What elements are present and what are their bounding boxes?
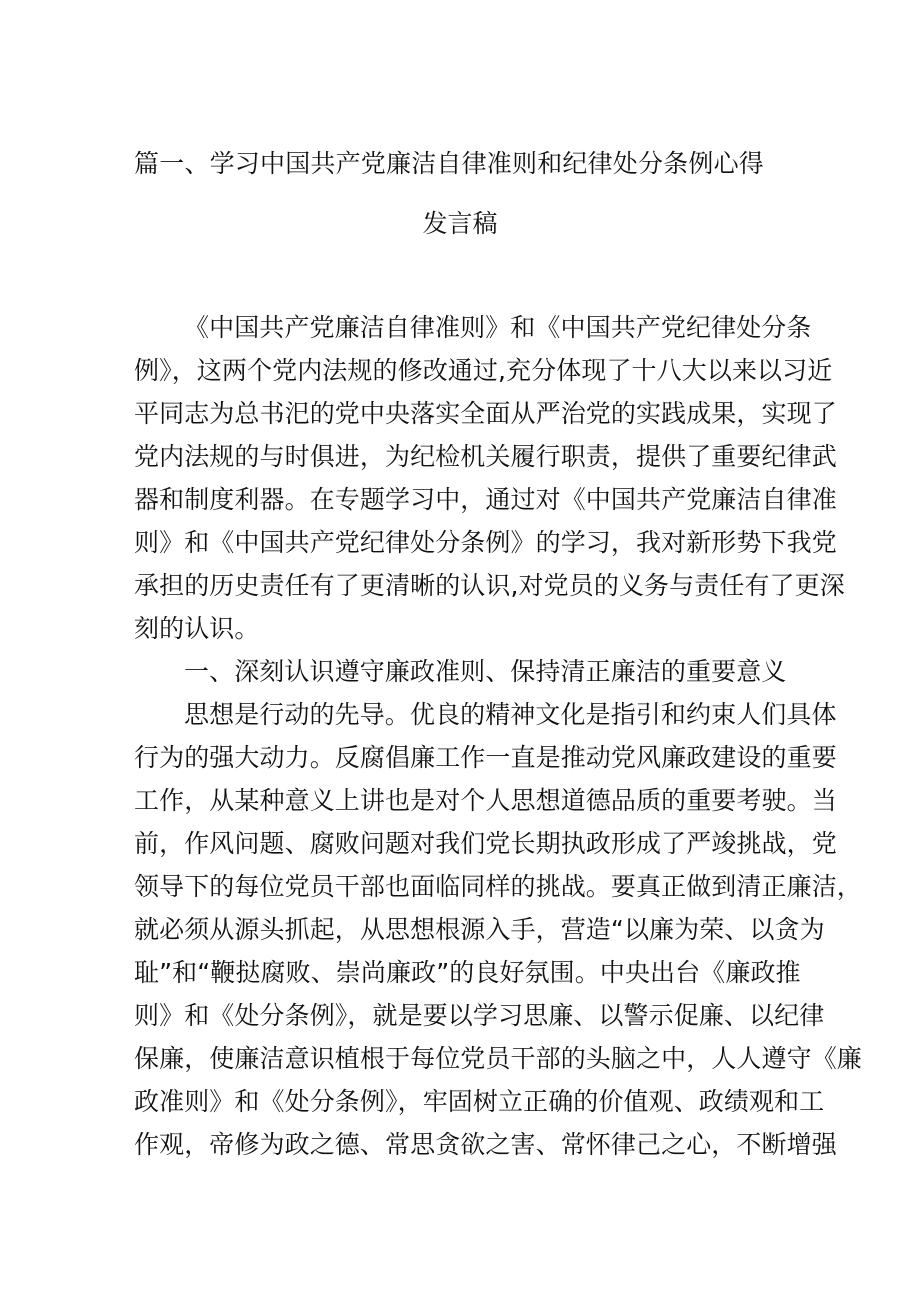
paragraph-line: 作观，帝修为政之德、常思贪欲之害、常怀律己之心，不断增强: [134, 1130, 837, 1159]
paragraph-line: 政准则》和《处分条例》，牢固树立正确的价值观、政绩观和工: [134, 1087, 825, 1116]
paragraph-line: 刻的认识。: [134, 614, 260, 643]
paragraph-line: 工作，从某种意义上讲也是对个人思想道德品质的重要考驶。当: [134, 786, 837, 815]
paragraph-line: 器和制度利器。在专题学习中，通过对《中国共产党廉洁自律准: [134, 485, 837, 514]
section-heading: 一、深刻认识遵守廉政准则、保持清正廉洁的重要意义: [184, 657, 787, 686]
paragraph-line: 思想是行动的先导。优良的精神文化是指引和约束人们具体: [184, 700, 837, 729]
paragraph-line: 耻”和“鞭挞腐败、崇尚廉政”的良好氛围。中央出台《廉政推: [134, 958, 801, 987]
paragraph-line: 前，作风问题、腐败问题对我们党长期执政形成了严竣挑战，党: [134, 829, 837, 858]
paragraph-line: 则》和《中国共产党纪律处分条例》的学习，我对新形势下我党: [134, 528, 837, 557]
paragraph-line: 保廉，使廉洁意识植根于每位党员干部的头脑之中，人人遵守《廉: [134, 1044, 862, 1073]
paragraph-line: 平同志为总书汜的党中央落实全面从严治党的实践成果，实现了: [134, 399, 837, 428]
paragraph-line: 例》，这两个党内法规的修改通过,充分体现了十八大以来以习近: [134, 356, 833, 385]
paragraph-line: 行为的强大动力。反腐倡廉工作一直是推动党风廉政建设的重要: [134, 743, 837, 772]
paragraph-line: 《中国共产党廉洁自律准则》和《中国共产党纪律处分条: [184, 313, 812, 342]
paragraph-line: 领导下的每位党员干部也面临同样的挑战。要真正做到清正廉洁，: [134, 872, 862, 901]
paragraph-line: 则》和《处分条例》，就是要以学习思廉、以警示促廉、以纪律: [134, 1001, 825, 1030]
document-title: 篇一、学习中国共产党廉洁自律准则和纪律处分条例心得: [134, 149, 765, 178]
paragraph-line: 党内法规的与时俱进，为纪检机关履行职责，提供了重要纪律武: [134, 442, 837, 471]
document-subtitle: 发言稿: [422, 209, 498, 238]
paragraph-line: 承担的历史责任有了更清晰的认识,对党员的义务与责任有了更深: [134, 571, 845, 600]
paragraph-line: 就必须从源头抓起，从思想根源入手，营造“以廉为荣、以贪为: [134, 915, 825, 944]
